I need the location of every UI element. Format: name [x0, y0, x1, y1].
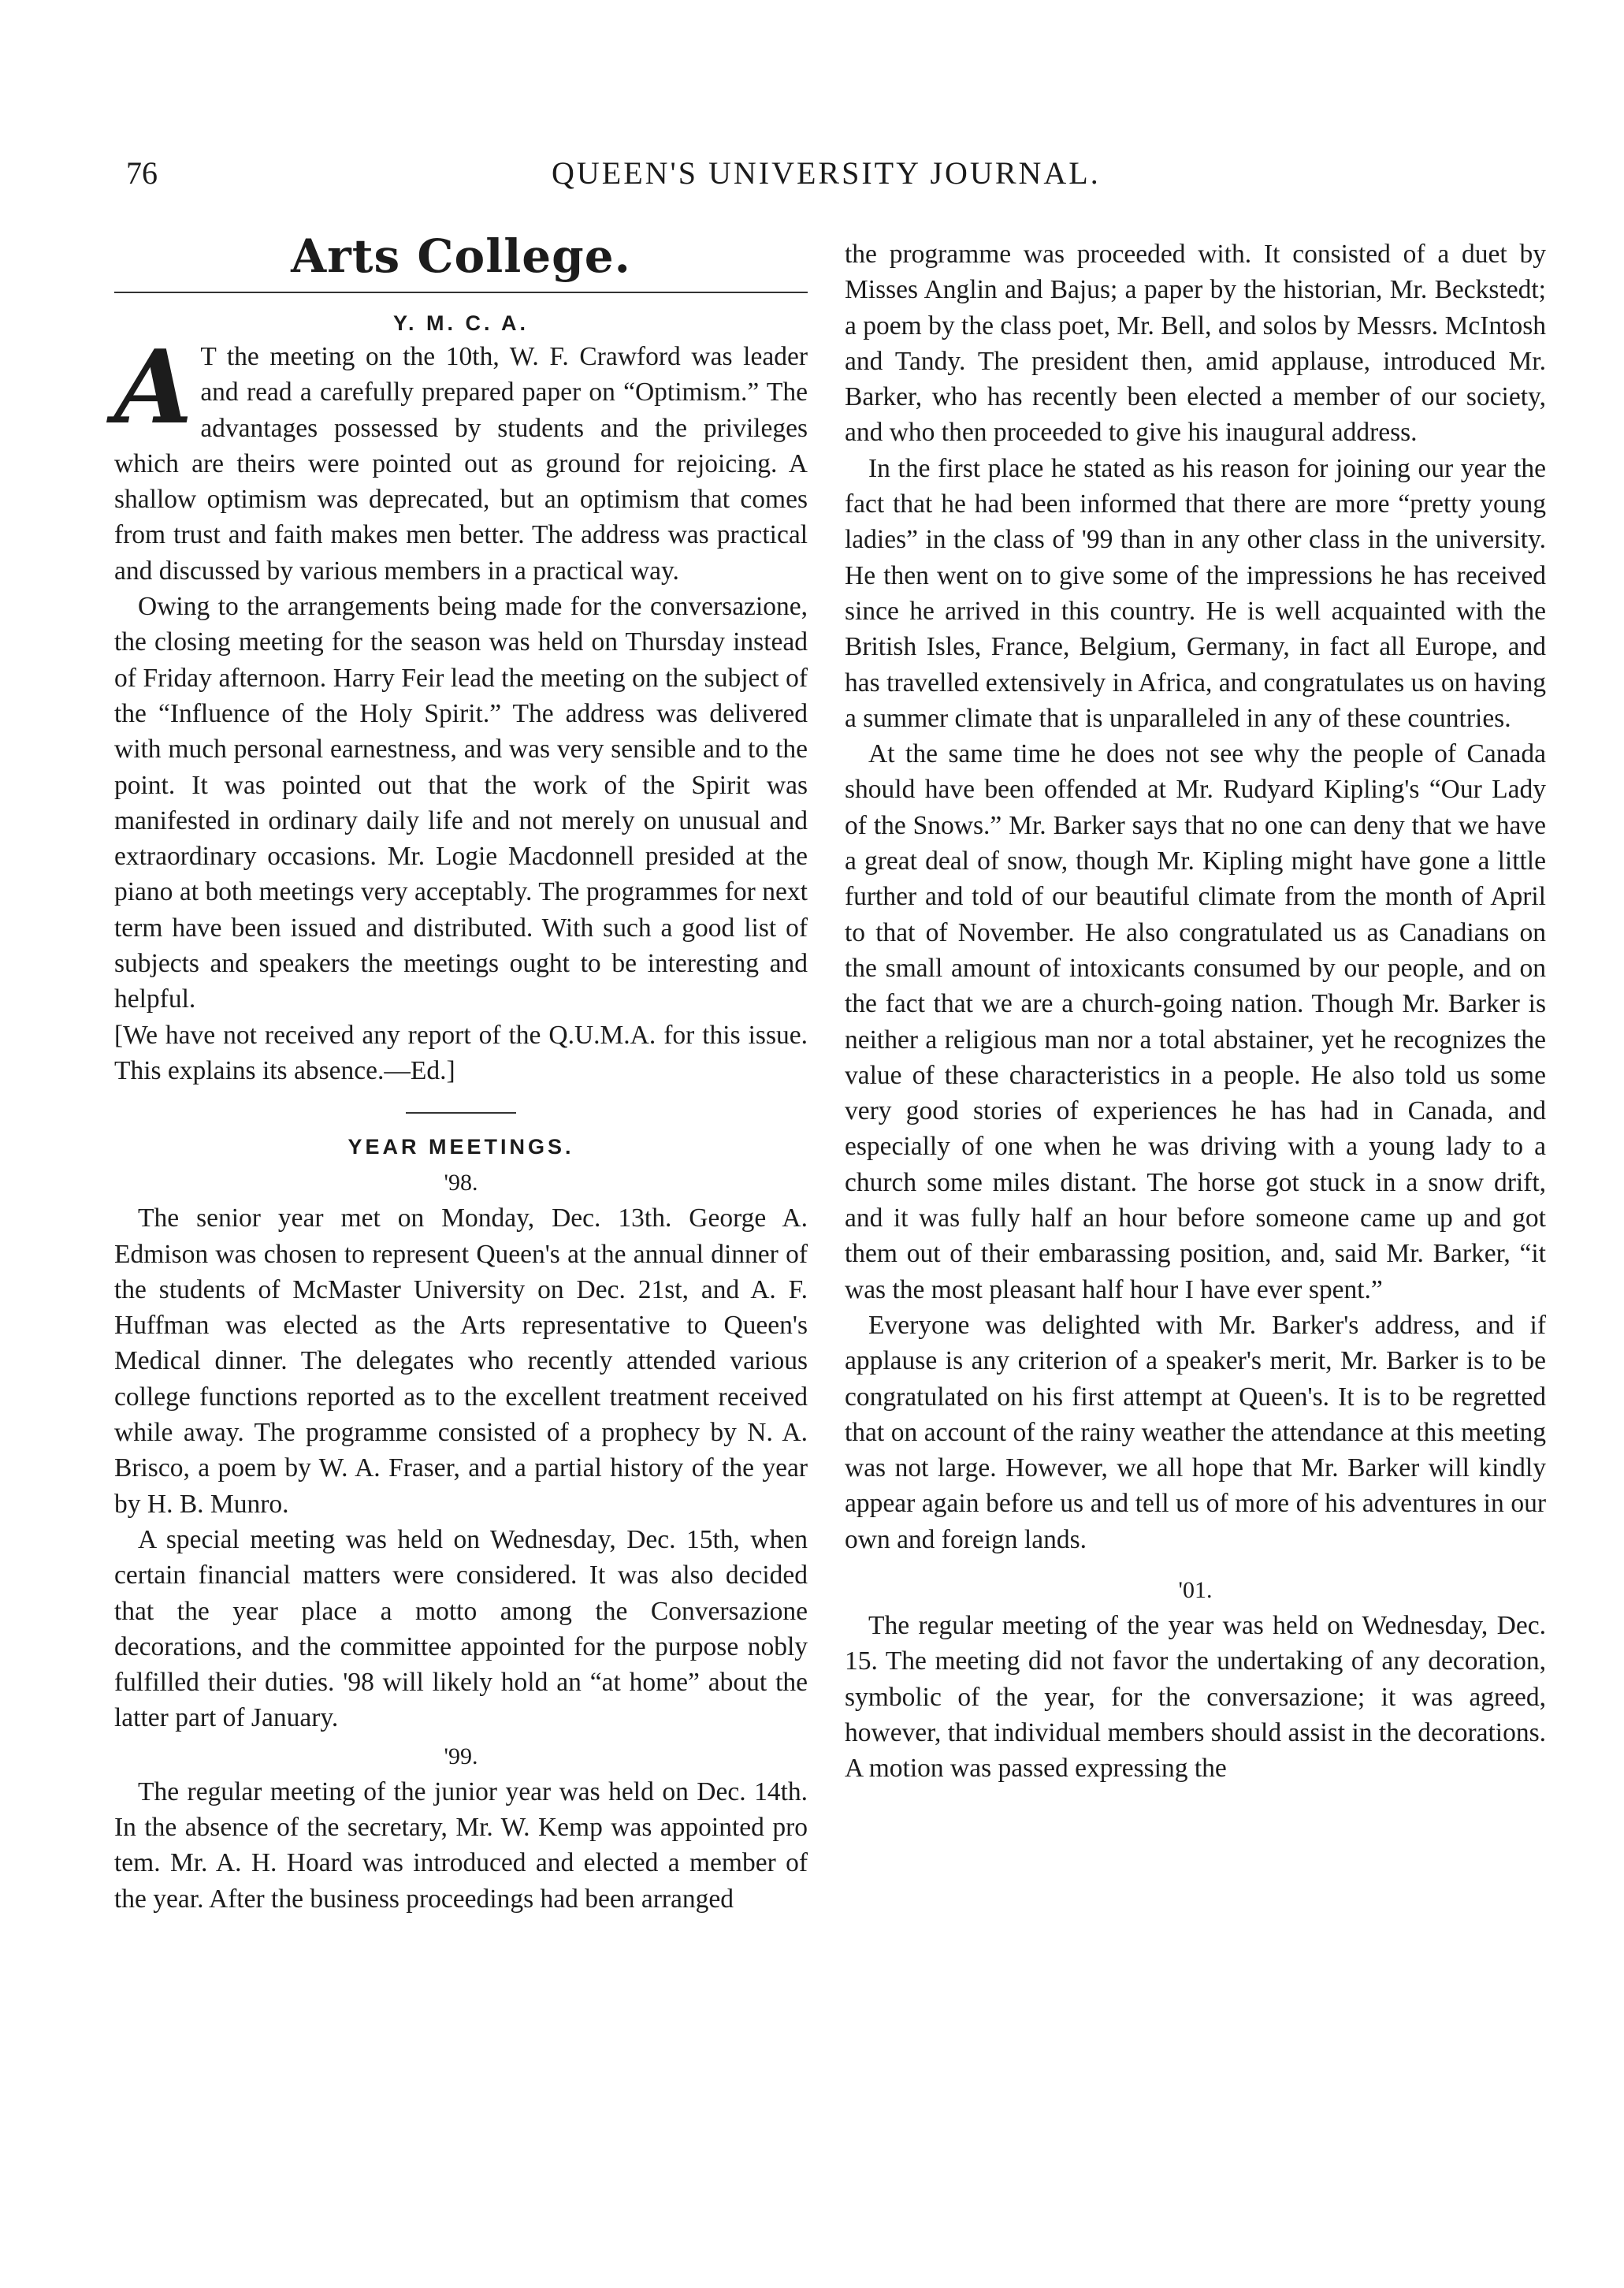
year-meetings-heading: YEAR MEETINGS.	[347, 1135, 574, 1159]
editor-note: [We have not received any report of the Q.U.M.A. for this issue. This explains its absence.—Ed.]	[114, 1020, 808, 1085]
page-number: 76	[126, 155, 158, 191]
year-99-paragraph-1: The regular meeting of the junior year was held on Dec. 14th. In the absence of the secretary, Mr. W. Kemp was appointed pro tem. Mr. A. H. Hoard was introduced and elected a member of the year. After the business proceedings had been arranged	[114, 1776, 808, 1914]
year-99-paragraph-2: In the first place he stated as his reason for joining our year the fact that he had been informed that there are more “pretty young ladies” in the class of '99 than in any other class in the university. He then went on to give some of the impressions he has received since he arrived in this country. He is well acquainted with the British Isles, France, Belgium, Germany, in fact all Europe, and has travelled extensively in Africa, and congratulates us on having a summer climate that is unparalleled in any of these countries.	[845, 453, 1546, 733]
page-header	[0, 154, 1624, 202]
section-title: Arts College.	[291, 229, 631, 283]
left-column	[114, 229, 808, 1917]
ymca-paragraph-1-text: T the meeting on the 10th, W. F. Crawford was leader and read a carefully prepared paper on “Optimism.” The advantages possessed by students and the privileges which are theirs were pointed out as ground for rejoicing. A shallow optimism was deprecated, but an optimism that comes from trust and faith makes men better. The address was practical and discussed by various members in a practical way.	[114, 342, 808, 586]
section-divider	[406, 1112, 516, 1114]
year-99-paragraph-3: At the same time he does not see why the people of Canada should have been offended at Mr. Rudyard Kipling's “Our Lady of the Snows.” Mr. Barker says that no one can deny that we have a great deal of snow, though Mr. Kipling might have gone a little further and told of our beautiful climate from the month of April to that of November. He also congratulated us as Canadians on the small amount of intoxicants consumed by our people, and on the fact that we are a church-going nation. Though Mr. Barker is neither a religious man nor a total abstainer, yet he recognizes the value of these characteristics in a people. He also told us some very good stories of experiences he has had in Canada, and especially of one when he was driving with a young lady to a church some miles distant. The horse got stuck in a snow drift, and it was fully half an hour before someone came up and got them out of their embarassing position, and, said Mr. Barker, “it was the most pleasant half hour I have ever spent.”	[845, 739, 1546, 1304]
drop-cap: A	[114, 329, 193, 447]
right-column	[845, 236, 1546, 1786]
year-98-paragraph-1: The senior year met on Monday, Dec. 13th. George A. Edmison was chosen to represent Queen's at the annual dinner of the students of McMaster University on Dec. 21st, and A. F. Huffman was elected as the Arts representative to Queen's Medical dinner. The delegates who recently attended various college functions reported as to the excellent treatment received while away. The programme consisted of a prophecy by N. A. Brisco, a poem by W. A. Fraser, and a partial history of the year by H. B. Munro.	[114, 1204, 808, 1519]
journal-title: QUEEN'S UNIVERSITY JOURNAL.	[552, 155, 1101, 191]
year-01-paragraph-1: The regular meeting of the year was held on Wednesday, Dec. 15. The meeting did not favor the undertaking of any decoration, symbolic of the year, for the conversazione; it was agreed, however, that individual members should assist in the decorations. A motion was passed expressing the	[845, 1610, 1546, 1784]
ymca-paragraph-1	[114, 329, 808, 589]
year-99-paragraph-1-continued: the programme was proceeded with. It consisted of a duet by Misses Anglin and Bajus; a paper by the historian, Mr. Beckstedt; a poem by the class poet, Mr. Bell, and solos by Messrs. McIntosh and Tandy. The president then, amid applause, introduced Mr. Barker, who has recently been elected a member of our society, and who then proceeded to give his inaugural address.	[845, 240, 1546, 448]
year-99-label: '99.	[444, 1743, 478, 1769]
ymca-paragraph-2: Owing to the arrangements being made for the conversazione, the closing meeting for the season was held on Thursday instead of Friday afternoon. Harry Feir lead the meeting on the subject of the “Influence of the Holy Spirit.” The address was delivered with much personal earnestness, and was very sensible and to the point. It was pointed out that the work of the Spirit was manifested in ordinary daily life and not merely on unusual and extraordinary occasions. Mr. Logie Macdonnell presided at the piano at both meetings very acceptably. The programmes for next term have been issued and distributed. With such a good list of subjects and speakers the meetings ought to be interesting and helpful.	[114, 592, 808, 1014]
year-98-paragraph-2: A special meeting was held on Wednesday, Dec. 15th, when certain financial matters were considered. It was also decided that the year place a motto among the Conversazione decorations, and the committee appointed for the purpose nobly fulfilled their duties. '98 will likely hold an “at home” about the latter part of January.	[114, 1524, 808, 1733]
ymca-heading: Y. M. C. A.	[392, 311, 529, 335]
title-rule	[114, 292, 808, 293]
year-98-label: '98.	[444, 1170, 478, 1196]
year-99-paragraph-4: Everyone was delighted with Mr. Barker's address, and if applause is any criterion of a speaker's merit, Mr. Barker is to be congratulated on his first attempt at Queen's. It is to be regretted that on account of the rainy weather the attendance at this meeting was not large. However, we all hope that Mr. Barker will kindly appear again before us and tell us of more of his adventures in our own and foreign lands.	[845, 1310, 1546, 1554]
year-01-label: '01.	[1178, 1576, 1213, 1603]
